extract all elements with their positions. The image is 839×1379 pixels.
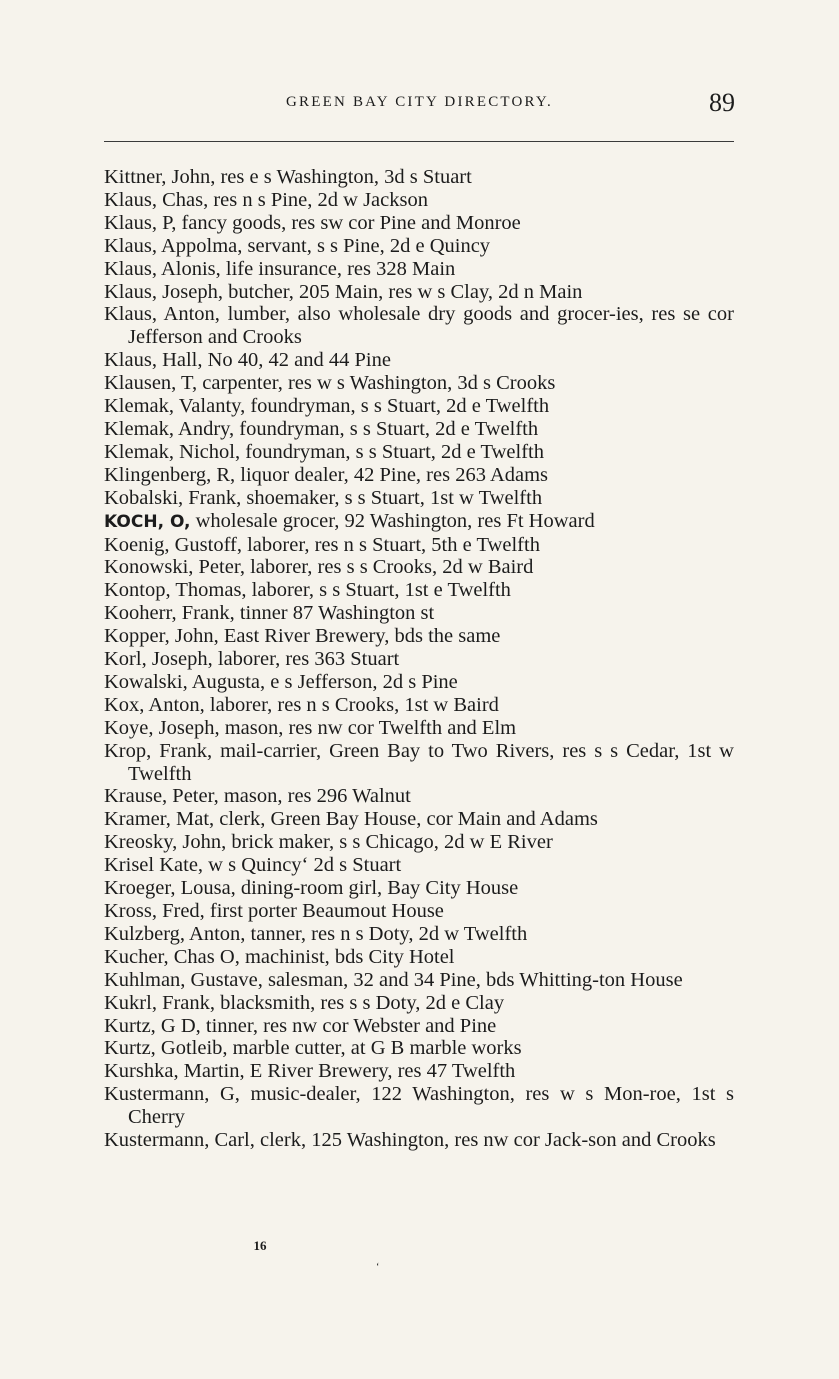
entry-bold-name: KOCH, O,: [104, 511, 191, 532]
entry-text: Kowalski, Augusta, e s Jefferson, 2d s Pine: [104, 670, 458, 693]
directory-entry: [104, 992, 734, 1015]
entry-text: Koenig, Gustoff, laborer, res n s Stuart, 5th e Twelfth: [104, 533, 540, 556]
entry-text: Kulzberg, Anton, tanner, res n s Doty, 2d w Twelfth: [104, 922, 528, 945]
directory-entry: [104, 372, 734, 395]
directory-entry: [104, 464, 734, 487]
entry-text: Kramer, Mat, clerk, Green Bay House, cor Main and Adams: [104, 808, 598, 831]
entry-text: Kucher, Chas O, machinist, bds City Hotel: [104, 945, 455, 968]
entry-text: Kurtz, G D, tinner, res nw cor Webster and Pine: [104, 1014, 497, 1037]
entry-text: Klaus, P, fancy goods, res sw cor Pine and Monroe: [104, 211, 521, 234]
directory-entry: [104, 717, 734, 740]
entry-text: Kross, Fred, first porter Beaumout House: [104, 900, 444, 922]
entry-text: Klaus, Hall, No 40, 42 and 44 Pine: [104, 349, 391, 372]
entry-text: Kooherr, Frank, tinner 87 Washington st: [104, 602, 435, 625]
entry-text: Klaus, Anton, lumber, also wholesale dry goods and grocer-ies, res se cor Jefferson and Crooks: [104, 303, 734, 349]
entry-text: Klingenberg, R, liquor dealer, 42 Pine, res 263 Adams: [104, 463, 549, 486]
entry-text: Korl, Joseph, laborer, res 363 Stuart: [104, 648, 400, 671]
entry-text: Kopper, John, East River Brewery, bds the same: [104, 625, 501, 648]
entry-text: Klemak, Valanty, foundryman, s s Stuart, 2d e Twelfth: [104, 395, 550, 418]
printer-mark: ‘: [376, 1262, 380, 1273]
entry-text: Klaus, Chas, res n s Pine, 2d w Jackson: [104, 188, 428, 211]
directory-entry: [104, 212, 734, 235]
entry-text: Kustermann, Carl, clerk, 125 Washington, res nw cor Jack-son and Crooks: [104, 1129, 716, 1152]
entry-text: Klemak, Andry, foundryman, s s Stuart, 2d e Twelfth: [104, 417, 539, 440]
directory-entry: [104, 281, 734, 304]
directory-entry: [104, 1129, 734, 1152]
entry-text: Klaus, Appolma, servant, s s Pine, 2d e Quincy: [104, 234, 491, 257]
entry-text: Klausen, T, carpenter, res w s Washington, 3d s Crooks: [104, 372, 556, 395]
directory-entry: [104, 349, 734, 372]
directory-entry: [104, 1083, 734, 1129]
directory-entry: [104, 556, 734, 579]
directory-entry: [104, 534, 734, 557]
entry-text: Kobalski, Frank, shoemaker, s s Stuart, 1st w Twelfth: [104, 486, 543, 509]
entry-text: Klemak, Nichol, foundryman, s s Stuart, 2d e Twelfth: [104, 440, 544, 463]
directory-entry: [104, 900, 734, 923]
entry-text: Kittner, John, res e s Washington, 3d s Stuart: [104, 166, 472, 188]
directory-entry: [104, 923, 734, 946]
directory-entries: [104, 166, 734, 1152]
directory-entry: [104, 395, 734, 418]
entry-text: Koye, Joseph, mason, res nw cor Twelfth and Elm: [104, 716, 517, 739]
directory-entry: [104, 418, 734, 441]
entry-text: wholesale grocer, 92 Washington, res Ft Howard: [190, 509, 595, 532]
entry-text: Kukrl, Frank, blacksmith, res s s Doty, 2d e Clay: [104, 991, 505, 1014]
entry-text: Klaus, Alonis, life insurance, res 328 Main: [104, 257, 456, 280]
directory-entry: [104, 487, 734, 510]
directory-entry: [104, 854, 734, 877]
entry-text: Kurshka, Martin, E River Brewery, res 47 Twelfth: [104, 1060, 516, 1083]
directory-entry: [104, 1037, 734, 1060]
running-head: [104, 88, 735, 118]
directory-entry: [104, 946, 734, 969]
running-title: GREEN BAY CITY DIRECTORY.: [286, 94, 553, 110]
directory-entry: [104, 235, 734, 258]
entry-text: Kontop, Thomas, laborer, s s Stuart, 1st e Twelfth: [104, 579, 511, 602]
header-rule: [104, 141, 734, 142]
directory-entry: [104, 785, 734, 808]
directory-entry: [104, 694, 734, 717]
entry-text: Klaus, Joseph, butcher, 205 Main, res w s Clay, 2d n Main: [104, 280, 583, 303]
entry-text: Krause, Peter, mason, res 296 Walnut: [104, 785, 411, 808]
entry-text: Kreosky, John, brick maker, s s Chicago, 2d w E River: [104, 831, 553, 854]
directory-entry: [104, 303, 734, 349]
directory-entry: [104, 969, 734, 992]
directory-entry: [104, 740, 734, 786]
directory-entry: [104, 579, 734, 602]
entry-text: Kox, Anton, laborer, res n s Crooks, 1st w Baird: [104, 693, 499, 716]
directory-entry: [104, 877, 734, 900]
directory-entry: [104, 166, 734, 189]
directory-entry: [104, 189, 734, 212]
directory-entry: [104, 831, 734, 854]
directory-entry: [104, 1060, 734, 1083]
directory-entry: [104, 441, 734, 464]
entry-text: Kustermann, G, music-dealer, 122 Washington, res w s Mon-roe, 1st s Cherry: [104, 1083, 734, 1129]
directory-entry: [104, 602, 734, 625]
entry-text: Kurtz, Gotleib, marble cutter, at G B marble works: [104, 1037, 522, 1060]
directory-entry: [104, 808, 734, 831]
entry-text: Kuhlman, Gustave, salesman, 32 and 34 Pine, bds Whitting-ton House: [104, 968, 683, 991]
directory-entry: [104, 258, 734, 281]
directory-entry: [104, 671, 734, 694]
entry-text: Krisel Kate, w s Quincy‘ 2d s Stuart: [104, 854, 402, 877]
directory-entry: [104, 510, 734, 534]
directory-entry: [104, 648, 734, 671]
entry-text: Krop, Frank, mail-carrier, Green Bay to Two Rivers, res s s Cedar, 1st w Twelfth: [104, 739, 734, 785]
entry-text: Kroeger, Lousa, dining-room girl, Bay City House: [104, 877, 519, 900]
directory-entry: [104, 625, 734, 648]
entry-text: Konowski, Peter, laborer, res s s Crooks, 2d w Baird: [104, 556, 534, 579]
signature-mark: 16: [253, 1238, 267, 1253]
directory-entry: [104, 1015, 734, 1038]
page-number: 89: [709, 88, 735, 117]
